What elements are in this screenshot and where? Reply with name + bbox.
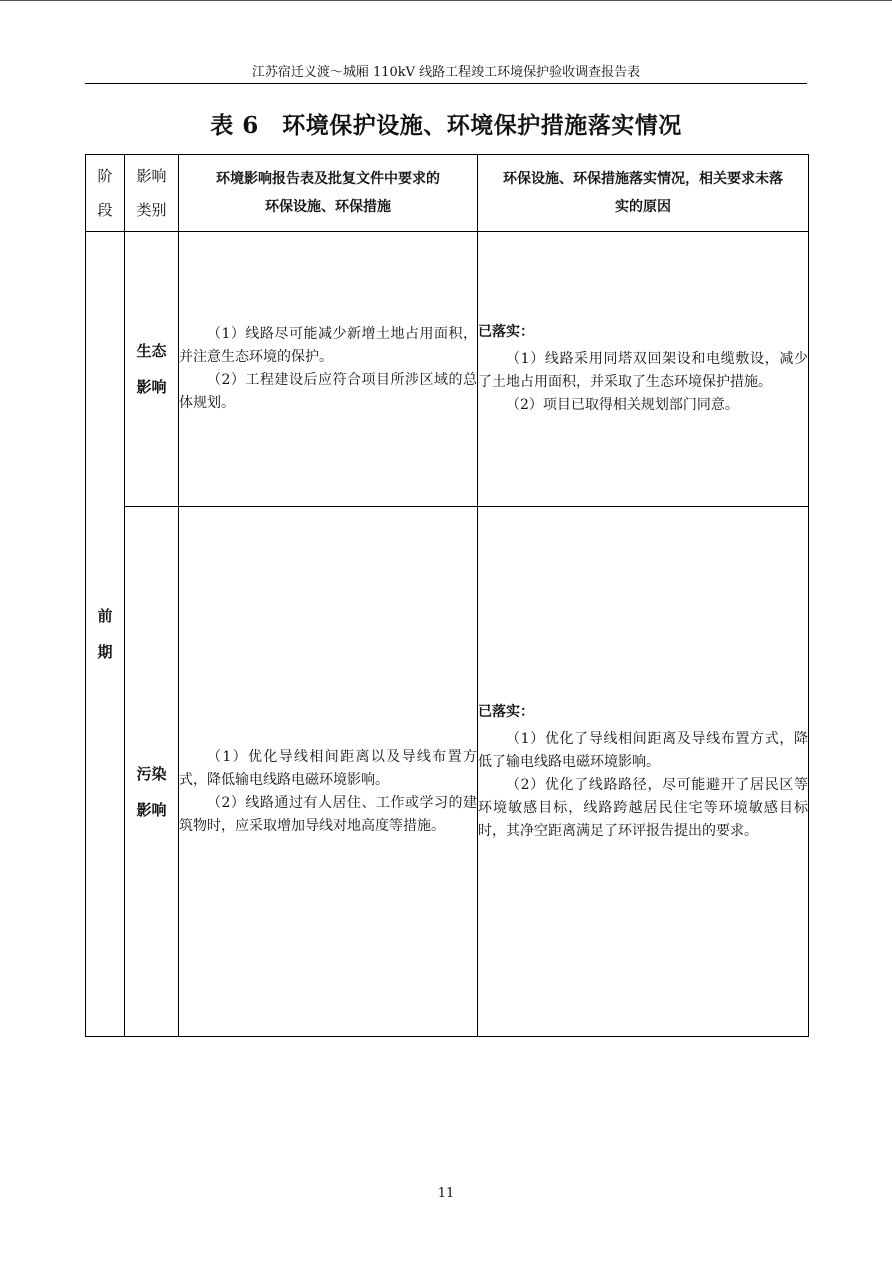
category-line-2: 影响	[136, 378, 167, 396]
header-implementation-line-1: 环保设施、环保措施落实情况，相关要求未落	[503, 171, 783, 187]
header-requirements-line-1: 环境影响报告表及批复文件中要求的	[216, 171, 440, 187]
page-number: 11	[437, 1186, 455, 1201]
stage-cell	[86, 232, 125, 1037]
implementation-item: （1）线路采用同塔双回架设和电缆敷设，减少了土地占用面积，并采取了生态环境保护措施。	[478, 351, 808, 390]
header-implementation	[478, 155, 809, 232]
category-line-1: 污染	[136, 764, 167, 783]
table-row	[86, 232, 809, 507]
header-stage-line-1: 阶	[97, 167, 113, 185]
header-requirements-line-2: 环保设施、环保措施	[265, 199, 391, 215]
stage-line-1: 前	[97, 607, 113, 625]
requirements-cell-pollution	[179, 507, 478, 1037]
table-row	[86, 507, 809, 1037]
header-implementation-line-2: 实的原因	[615, 199, 671, 215]
requirement-item: （1）优化导线相间距离以及导线布置方式，降低输电线路电磁环境影响。	[179, 748, 477, 788]
page-top-border	[0, 0, 892, 1]
category-line-1: 生态	[136, 342, 167, 360]
category-line-2: 影响	[136, 800, 167, 819]
running-header: 江苏宿迁义渡～城厢 110kV 线路工程竣工环境保护验收调查报告表	[251, 65, 641, 80]
header-category-line-2: 类别	[136, 201, 167, 219]
table-header-row	[86, 155, 809, 232]
table-title: 表 6 环境保护设施、环境保护措施落实情况	[210, 112, 682, 139]
implementation-status: 已落实：	[478, 324, 534, 340]
category-cell-ecological	[125, 232, 179, 507]
header-stage-line-2: 段	[97, 201, 113, 219]
implementation-status: 已落实：	[478, 703, 534, 720]
implementation-item: （2）优化了线路路径，尽可能避开了居民区等环境敏感目标，线路跨越居民住宅等环境敏感目标时，其净空距离满足了环评报告提出的要求。	[478, 776, 808, 839]
header-rule	[85, 83, 807, 84]
measures-table	[85, 154, 809, 1037]
header-stage	[86, 155, 125, 232]
requirement-item: （1）线路尽可能减少新增土地占用面积，并注意生态环境的保护。	[179, 326, 477, 365]
header-requirements	[179, 155, 478, 232]
category-cell-pollution	[125, 507, 179, 1037]
implementation-item: （1）优化了导线相间距离及导线布置方式，降低了输电线路电磁环境影响。	[478, 730, 808, 770]
stage-line-2: 期	[97, 643, 113, 661]
implementation-item: （2）项目已取得相关规划部门同意。	[506, 397, 739, 413]
requirements-cell-ecological	[179, 232, 478, 507]
requirement-item: （2）线路通过有人居住、工作或学习的建筑物时，应采取增加导线对地高度等措施。	[179, 794, 477, 834]
header-category-line-1: 影响	[136, 167, 167, 185]
header-category	[125, 155, 179, 232]
implementation-cell-pollution	[478, 507, 809, 1037]
requirement-item: （2）工程建设后应符合项目所涉区域的总体规划。	[179, 372, 477, 411]
implementation-cell-ecological	[478, 232, 809, 507]
